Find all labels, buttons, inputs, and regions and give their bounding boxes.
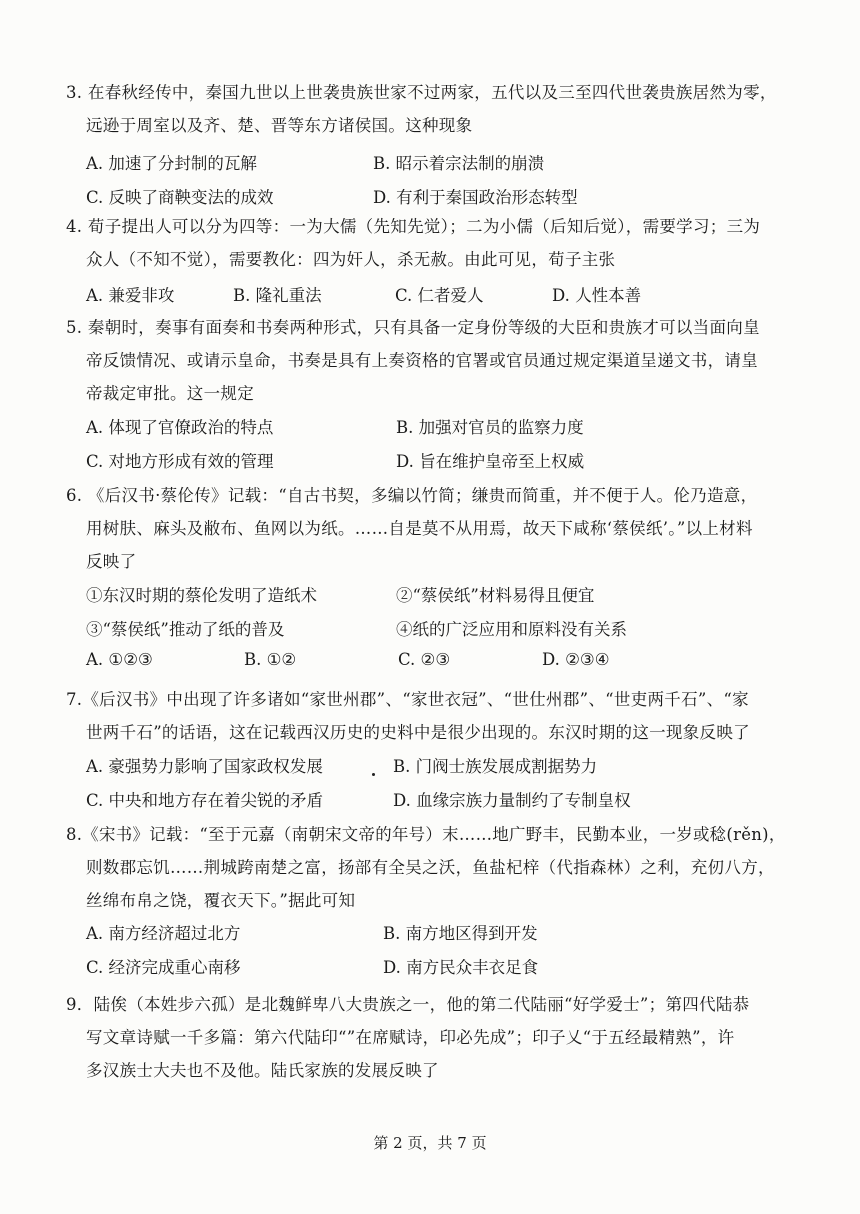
stem-line: 帝反馈情况、或请示皇命，书奏是具有上奏资格的官署或官员通过规定渠道呈递文书，请皇 xyxy=(86,351,758,370)
option-a: A. 体现了官僚政治的特点 xyxy=(86,418,274,437)
question-4 xyxy=(66,210,786,316)
stem-line: 世两千石”的话语，这在记载西汉历史的史料中是很少出现的。东汉时期的这一现象反映了 xyxy=(86,723,750,742)
option-a: A. 加速了分封制的瓦解 xyxy=(86,154,257,173)
stem-line: 众人（不知不觉），需要教化：四为奸人，杀无赦。由此可见，荀子主张 xyxy=(86,250,616,269)
option-c: C. 中央和地方存在着尖锐的矛盾 xyxy=(86,791,324,810)
option-d: D. 有利于秦国政治形态转型 xyxy=(373,188,578,207)
stem-line: 远逊于周室以及齐、楚、晋等东方诸侯国。这种现象 xyxy=(86,116,473,135)
option-a: A. ①②③ xyxy=(86,650,153,669)
option-d: D. 南方民众丰衣足食 xyxy=(383,958,539,977)
option-c: C. 反映了商鞅变法的成效 xyxy=(86,188,274,207)
question-5 xyxy=(66,311,786,482)
stem-line: 4. 荀子提出人可以分为四等：一为大儒（先知先觉）；二为小儒（后知后觉），需要学习；三为 xyxy=(66,217,761,236)
question-9 xyxy=(66,988,786,1087)
option-c: C. 经济完成重心南移 xyxy=(86,958,241,977)
option-a: A. 兼爱非攻 xyxy=(86,286,175,305)
statement-2: ②“蔡侯纸”材料易得且便宜 xyxy=(396,586,595,605)
option-b: B. 南方地区得到开发 xyxy=(383,924,538,943)
option-b: B. 门阀士族发展成割据势力 xyxy=(393,757,598,776)
page-footer: 第 2 页，共 7 页 xyxy=(373,1134,487,1152)
question-7 xyxy=(66,683,786,821)
statement-1: ①东汉时期的蔡伦发明了造纸术 xyxy=(86,586,317,605)
option-c: C. 对地方形成有效的管理 xyxy=(86,452,274,471)
option-d: D. 人性本善 xyxy=(552,286,642,305)
option-a: A. 豪强势力影响了国家政权发展 xyxy=(86,757,323,776)
stem-line: 9．陆俟（本姓步六孤）是北魏鲜卑八大贵族之一，他的第二代陆丽“好学爱士”；第四代陆恭 xyxy=(66,995,750,1014)
question-8 xyxy=(66,818,786,988)
stem-line: 5. 秦朝时，奏事有面奏和书奏两种形式，只有具备一定身份等级的大臣和贵族才可以当面向皇 xyxy=(66,318,760,337)
question-3 xyxy=(66,76,786,218)
stem-line: 帝裁定审批。这一规定 xyxy=(86,384,254,403)
statement-3: ③“蔡侯纸”推动了纸的普及 xyxy=(86,620,285,639)
stray-dot xyxy=(372,773,375,776)
stem-line: 用树肤、麻头及敝布、鱼网以为纸。……自是莫不从用焉，故天下咸称‘蔡侯纸’。”以上材料 xyxy=(86,519,753,538)
option-c: C. 仁者爱人 xyxy=(395,286,484,305)
option-b: B. 昭示着宗法制的崩溃 xyxy=(373,154,545,173)
stem-line: 丝绵布帛之饶，覆衣天下。”据此可知 xyxy=(86,891,356,910)
option-a: A. 南方经济超过北方 xyxy=(86,924,241,943)
option-d: D. 旨在维护皇帝至上权威 xyxy=(396,452,585,471)
stem-line: 7.《后汉书》中出现了许多诸如“家世州郡”、“家世衣冠”、“世仕州郡”、“世吏两千石”、“家 xyxy=(66,690,749,709)
option-d: D. 血缘宗族力量制约了专制皇权 xyxy=(393,791,631,810)
stem-line: 反映了 xyxy=(86,552,137,571)
question-6 xyxy=(66,479,786,684)
option-c: C. ②③ xyxy=(398,650,451,669)
stem-line: 则数郡忘饥……荆城跨南楚之富，扬部有全吴之沃，鱼盐杞梓（代指森林）之利，充仞八方， xyxy=(86,858,775,877)
option-d: D. ②③④ xyxy=(542,650,610,669)
stem-line: 3. 在春秋经传中，秦国九世以上世袭贵族世家不过两家，五代以及三至四代世袭贵族居然为零， xyxy=(66,83,777,102)
statement-4: ④纸的广泛应用和原料没有关系 xyxy=(396,620,627,639)
option-b: B. 加强对官员的监察力度 xyxy=(396,418,584,437)
stem-line: 写文章诗赋一千多篇：第六代陆印“”在席赋诗，印必先成”；印子乂“于五经最精熟”，许 xyxy=(86,1028,735,1047)
option-b: B. ①② xyxy=(244,650,297,669)
stem-line: 多汉族士大夫也不及他。陆氏家族的发展反映了 xyxy=(86,1061,439,1080)
stem-line: 8.《宋书》记载：“至于元嘉（南朝宋文帝的年号）末……地广野丰，民勤本业，一岁或稔(rěn)， xyxy=(66,825,786,844)
stem-line: 6. 《后汉书·蔡伦传》记载：“自古书契，多编以竹简；缣贵而简重，并不便于人。伦乃造意， xyxy=(66,486,758,505)
option-b: B. 隆礼重法 xyxy=(233,286,322,305)
